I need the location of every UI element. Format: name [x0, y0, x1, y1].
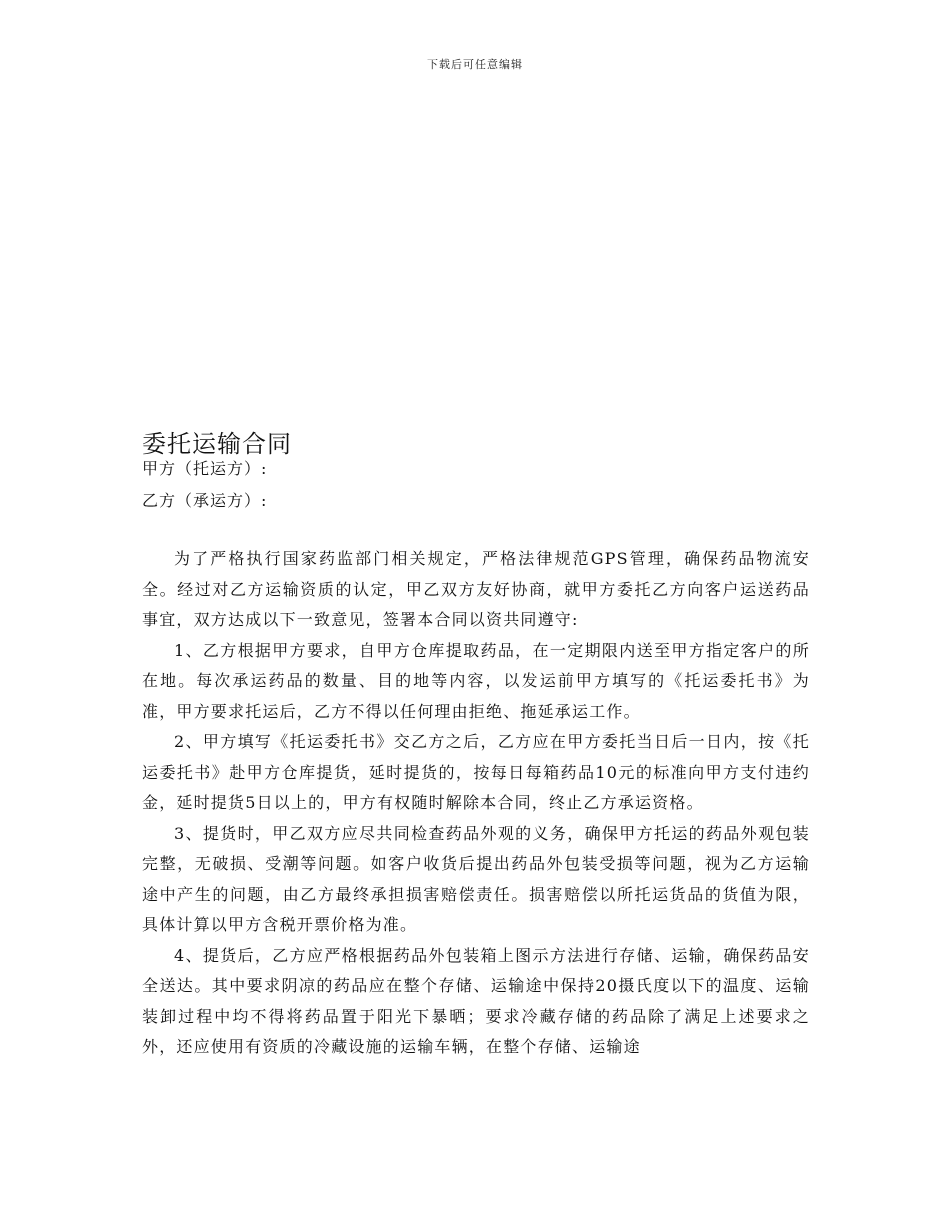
party-b-line: 乙方（承运方）: [142, 491, 268, 510]
contract-body [142, 544, 810, 1063]
clause-1-paragraph: 1、乙方根据甲方要求，自甲方仓库提取药品，在一定期限内送至甲方指定客户的所在地。每次承运药品的数量、目的地等内容，以发运前甲方填写的《托运委托书》为准，甲方要求托运后，乙方不得以任何理由拒绝、拖延承运工作。 [142, 640, 810, 721]
clause-3-paragraph: 3、提货时，甲乙双方应尽共同检查药品外观的义务，确保甲方托运的药品外观包装完整，无破损、受潮等问题。如客户收货后提出药品外包装受损等问题，视为乙方运输途中产生的问题，由乙方最终承担损害赔偿责任。损害赔偿以所托运货品的货值为限，具体计算以甲方含税开票价格为准。 [142, 823, 810, 934]
page-header-note: 下载后可任意编辑 [427, 58, 523, 71]
clause-4-paragraph: 4、提货后，乙方应严格根据药品外包装箱上图示方法进行存储、运输，确保药品安全送达。其中要求阴凉的药品应在整个存储、运输途中保持20摄氏度以下的温度、运输装卸过程中均不得将药品置于阳光下暴晒；要求冷藏存储的药品除了满足上述要求之外，还应使用有资质的冷藏设施的运输车辆，在整个存储、运输途 [142, 945, 810, 1056]
preamble-paragraph: 为了严格执行国家药监部门相关规定，严格法律规范GPS管理，确保药品物流安全。经过对乙方运输资质的认定，甲乙双方友好协商，就甲方委托乙方向客户运送药品事宜，双方达成以下一致意见，签署本合同以资共同遵守: [142, 549, 810, 629]
clause-2-paragraph: 2、甲方填写《托运委托书》交乙方之后，乙方应在甲方委托当日后一日内，按《托运委托书》赴甲方仓库提货，延时提货的，按每日每箱药品10元的标准向甲方支付违约金，延时提货5日以上的，甲方有权随时解除本合同，终止乙方承运资格。 [142, 732, 810, 812]
party-a-line: 甲方（托运方）: [142, 459, 268, 478]
contract-title: 委托运输合同 [142, 430, 292, 458]
